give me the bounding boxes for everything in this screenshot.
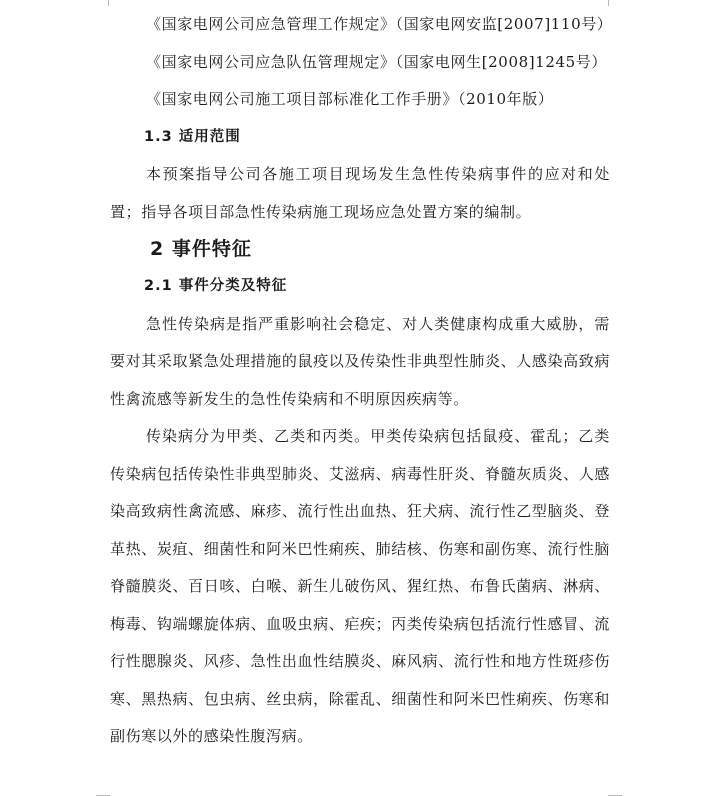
section-heading-classification: 2.1 事件分类及特征 [144, 278, 288, 294]
reference-emergency-management-rules: 《国家电网公司应急管理工作规定》（国家电网安监[2007]110号） [146, 15, 613, 33]
section-heading-scope: 1.3 适用范围 [144, 128, 241, 145]
scope-paragraph: 本预案指导公司各施工项目现场发生急性传染病事件的应对和处置；指导各项目部急性传染病施工现场应急处置方案的编制。 [110, 165, 610, 221]
reference-emergency-team-rules: 《国家电网公司应急队伍管理规定》（国家电网生[2008]1245号） [146, 52, 607, 71]
acute-disease-definition-paragraph: 急性传染病是指严重影响社会稳定、对人类健康构成重大威胁，需要对其采取紧急处理措施的鼠疫以及传染性非典型性肺炎、人感染高致病性禽流感等新发生的急性传染病和不明原因疾病等。 [110, 314, 610, 408]
page-corner-mark-top-left [92, 0, 109, 6]
disease-category-paragraph: 传染病分为甲类、乙类和丙类。甲类传染病包括鼠疫、霍乱；乙类传染病包括传染性非典型肺炎、艾滋病、病毒性肝炎、脊髓灰质炎、人感染高致病性禽流感、麻疹、流行性出血热、狂犬病、流行性乙型脑炎、登革热、炭疽、细菌性和阿米巴性痢疾、肺结核、伤寒和副伤寒、流行性脑脊髓膜炎、百日咳、白喉、新生儿破伤风、猩红热、布鲁氏菌病、淋病、梅毒、钩端螺旋体病、血吸虫病、疟疾；丙类传染病包括流行性感冒、流行性腮腺炎、风疹、急性出血性结膜炎、麻风病、流行性和地方性斑疹伤寒、黑热病、包虫病、丝虫病，除霍乱、细菌性和阿米巴性痢疾、伤寒和副伤寒以外的感染性腹泻病。 [110, 427, 610, 745]
chapter-heading-event-characteristics: 2 事件特征 [150, 238, 252, 260]
reference-project-standard-manual: 《国家电网公司施工项目部标准化工作手册》（2010年版） [146, 90, 554, 108]
document-body [110, 6, 613, 756]
